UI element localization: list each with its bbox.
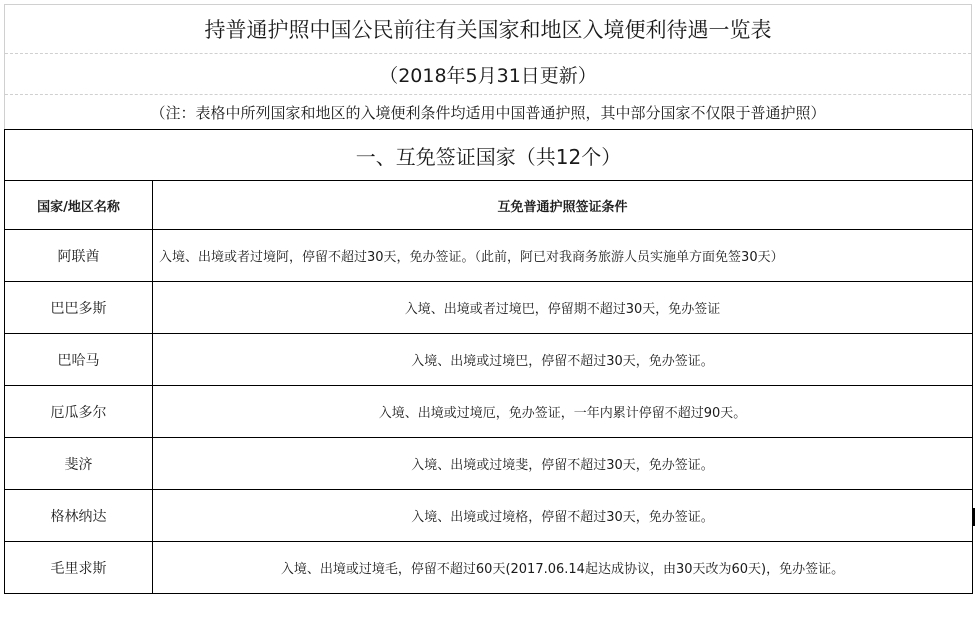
condition-cell: 入境、出境或过境巴，停留不超过30天，免办签证。 xyxy=(153,334,973,386)
document-header xyxy=(4,4,972,129)
section-row xyxy=(5,130,973,181)
country-cell: 斐济 xyxy=(5,438,153,490)
condition-cell: 入境、出境或者过境阿，停留不超过30天，免办签证。（此前，阿已对我商务旅游人员实施单方面免签30天） xyxy=(153,230,973,282)
table-row xyxy=(5,230,973,282)
country-cell: 巴哈马 xyxy=(5,334,153,386)
table-row xyxy=(5,334,973,386)
country-cell: 阿联酋 xyxy=(5,230,153,282)
column-header-country: 国家/地区名称 xyxy=(5,181,153,230)
country-cell: 格林纳达 xyxy=(5,490,153,542)
document-note: （注：表格中所列国家和地区的入境便利条件均适用中国普通护照，其中部分国家不仅限于普通护照） xyxy=(150,103,826,122)
document-title: 持普通护照中国公民前往有关国家和地区入境便利待遇一览表 xyxy=(5,5,971,54)
section-title: 一、互免签证国家（共12个） xyxy=(5,130,973,181)
country-cell: 厄瓜多尔 xyxy=(5,386,153,438)
condition-cell: 入境、出境或过境毛，停留不超过60天(2017.06.14起达成协议，由30天改为60天)，免办签证。 xyxy=(153,542,973,594)
country-cell: 巴巴多斯 xyxy=(5,282,153,334)
condition-cell: 入境、出境或者过境巴，停留期不超过30天，免办签证 xyxy=(153,282,973,334)
condition-cell: 入境、出境或过境厄，免办签证，一年内累计停留不超过90天。 xyxy=(153,386,973,438)
table-row xyxy=(5,542,973,594)
table-row xyxy=(5,386,973,438)
country-cell: 毛里求斯 xyxy=(5,542,153,594)
column-header-condition: 互免普通护照签证条件 xyxy=(153,181,973,230)
table-row xyxy=(5,282,973,334)
condition-cell: 入境、出境或过境格，停留不超过30天，免办签证。 xyxy=(153,490,973,542)
table-row xyxy=(5,438,973,490)
visa-document xyxy=(4,4,972,594)
edge-mark xyxy=(973,508,975,526)
update-date: （2018年5月31日更新） xyxy=(5,54,971,95)
column-header-row xyxy=(5,181,973,230)
condition-cell: 入境、出境或过境斐，停留不超过30天，免办签证。 xyxy=(153,438,973,490)
visa-table xyxy=(4,129,973,594)
table-row xyxy=(5,490,973,542)
